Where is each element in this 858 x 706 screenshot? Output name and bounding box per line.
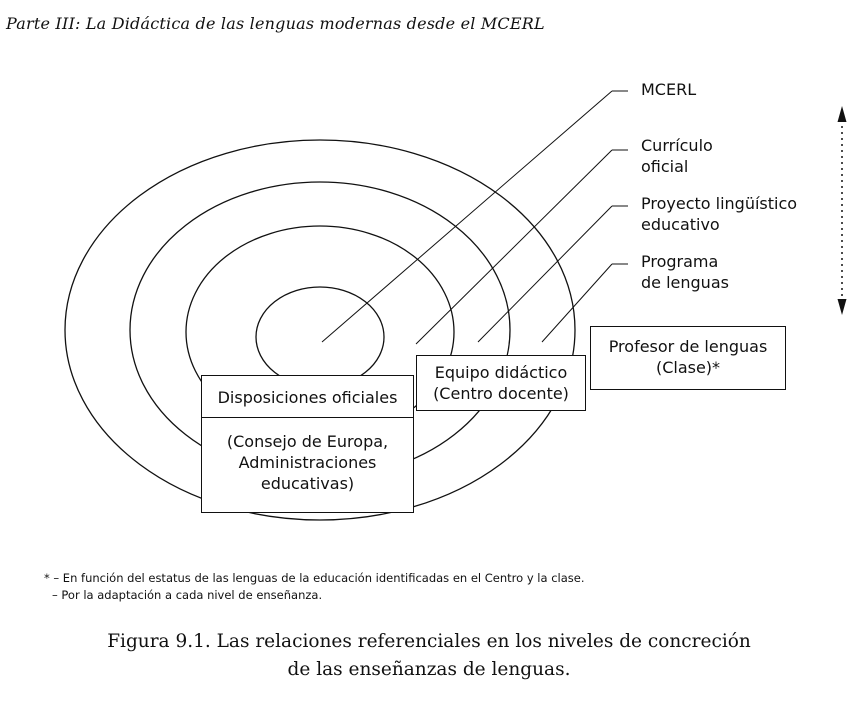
box-consejo bbox=[201, 417, 414, 513]
label-curriculo-line1: Currículo bbox=[641, 136, 713, 155]
label-mcerl-text: MCERL bbox=[641, 80, 697, 99]
arrow-up-icon bbox=[838, 106, 847, 122]
footnote-line2: – Por la adaptación a cada nivel de enseñanza. bbox=[52, 588, 323, 602]
leader-line-proyecto bbox=[478, 206, 612, 342]
box-consejo-line2: Administraciones bbox=[238, 453, 377, 472]
figure-caption-line2: de las enseñanzas de lenguas. bbox=[287, 659, 571, 680]
footnotes bbox=[44, 570, 585, 604]
box-equipo-line1: Equipo didáctico bbox=[434, 363, 568, 382]
box-disposiciones-text: Disposiciones oficiales bbox=[217, 388, 398, 407]
box-profesor-line2: (Clase)* bbox=[655, 358, 721, 377]
figure-caption bbox=[0, 628, 858, 684]
box-disposiciones bbox=[201, 375, 414, 419]
label-mcerl bbox=[641, 79, 696, 100]
label-programa-line2: de lenguas bbox=[641, 273, 729, 292]
label-curriculo bbox=[641, 135, 713, 177]
label-programa bbox=[641, 251, 729, 293]
label-programa-line1: Programa bbox=[641, 252, 719, 271]
footnote-line1: * – En función del estatus de las lenguas de la educación identificadas en el Centro y la clase. bbox=[44, 571, 585, 585]
leader-line-mcerl bbox=[322, 91, 612, 342]
leader-line-curriculo bbox=[416, 150, 612, 344]
figure-caption-line1: Figura 9.1. Las relaciones referenciales en los niveles de concreción bbox=[107, 631, 751, 652]
label-proyecto-line2: educativo bbox=[641, 215, 720, 234]
box-equipo-line2: (Centro docente) bbox=[433, 384, 569, 403]
ellipse-inner bbox=[256, 287, 384, 387]
page-header: Parte III: La Didáctica de las lenguas modernas desde el MCERL bbox=[6, 14, 545, 33]
label-proyecto-line1: Proyecto lingüístico bbox=[641, 194, 798, 213]
box-profesor bbox=[590, 326, 786, 390]
label-proyecto bbox=[641, 193, 797, 235]
box-profesor-line1: Profesor de lenguas bbox=[608, 337, 768, 356]
label-curriculo-line2: oficial bbox=[641, 157, 689, 176]
box-equipo bbox=[416, 355, 586, 411]
box-consejo-line1: (Consejo de Europa, bbox=[226, 432, 389, 451]
box-consejo-line3: educativas) bbox=[260, 474, 355, 493]
arrow-down-icon bbox=[838, 299, 847, 315]
